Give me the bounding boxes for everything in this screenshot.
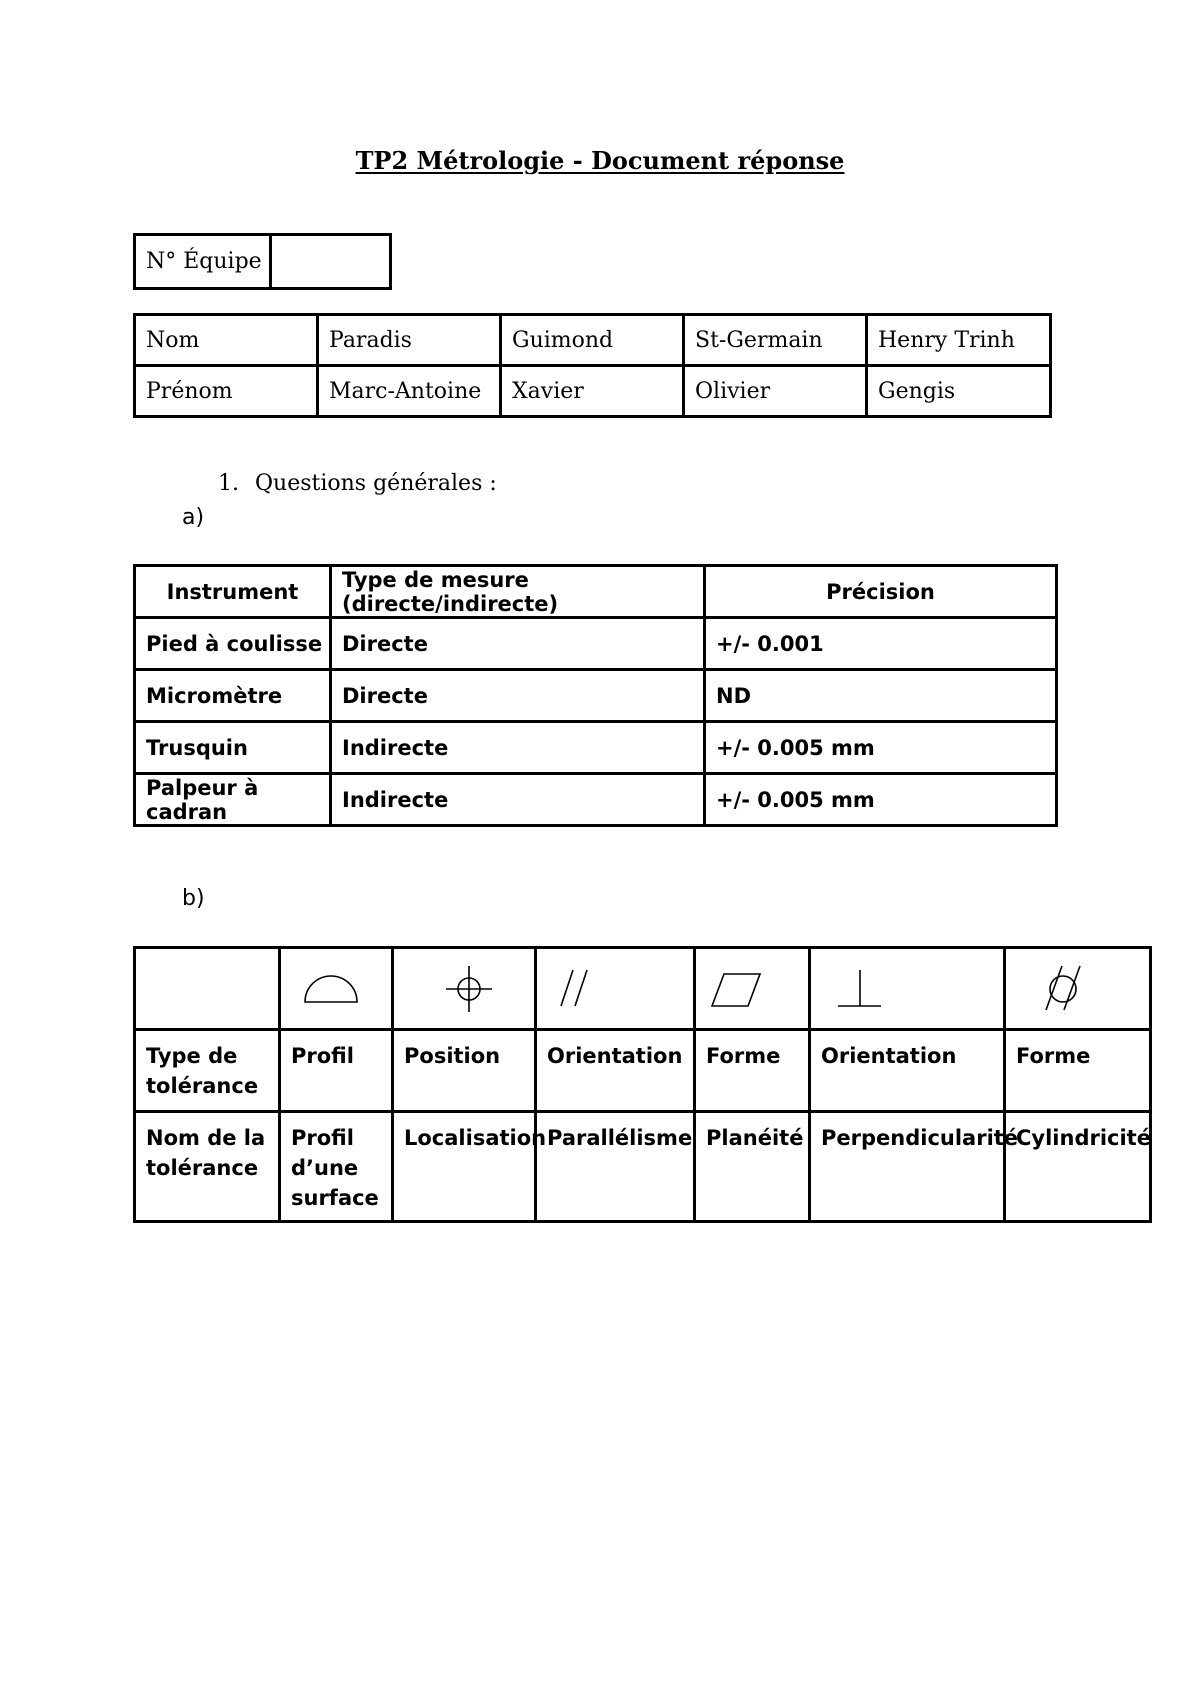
last-name-cell: St-Germain [684,315,867,366]
section-heading [218,471,497,496]
students-table [133,313,1052,418]
measure-type-cell: Directe [331,670,705,722]
instrument-cell: Micromètre [135,670,331,722]
tolerance-type-label: Type de tolérance [135,1030,280,1112]
table-row [135,618,1057,670]
precision-cell: +/- 0.001 [705,618,1057,670]
tolerance-type-cell: Orientation [810,1030,1005,1112]
instruments-table [133,564,1058,827]
tolerance-type-cell: Position [393,1030,536,1112]
tolerance-type-cell: Profil [280,1030,393,1112]
profile-of-surface-icon [291,964,361,1014]
column-header: Instrument [135,566,331,618]
tolerance-name-cell: Localisation [393,1112,536,1222]
symbol-cell [536,948,695,1030]
symbol-cell [1005,948,1151,1030]
team-table [133,233,392,290]
team-label: N° Équipe [135,235,271,289]
table-row [135,722,1057,774]
measure-type-cell: Indirecte [331,774,705,826]
cylindricity-icon [1016,964,1086,1014]
first-name-cell: Olivier [684,366,867,417]
column-header: Précision [705,566,1057,618]
part-b-label: b) [182,886,205,911]
last-name-label: Nom [135,315,318,366]
measure-type-cell: Indirecte [331,722,705,774]
first-name-cell: Xavier [501,366,684,417]
tolerance-name-cell: Planéité [695,1112,810,1222]
last-name-cell: Guimond [501,315,684,366]
empty-cell [135,948,280,1030]
tolerance-type-cell: Forme [1005,1030,1151,1112]
tolerance-type-cell: Orientation [536,1030,695,1112]
position-icon [404,964,494,1014]
precision-cell: +/- 0.005 mm [705,722,1057,774]
last-name-row [135,315,1051,366]
symbol-cell [393,948,536,1030]
precision-cell: ND [705,670,1057,722]
symbol-cell [810,948,1005,1030]
instrument-cell: Pied à coulisse [135,618,331,670]
flatness-icon [706,964,766,1014]
table-row [135,670,1057,722]
precision-cell: +/- 0.005 mm [705,774,1057,826]
tolerance-table [133,946,1152,1223]
measure-type-cell: Directe [331,618,705,670]
last-name-cell: Henry Trinh [867,315,1051,366]
section-title: Questions générales : [255,471,497,496]
part-a-label: a) [182,505,205,530]
first-name-cell: Gengis [867,366,1051,417]
first-name-row [135,366,1051,417]
symbol-row [135,948,1151,1030]
last-name-cell: Paradis [318,315,501,366]
first-name-label: Prénom [135,366,318,417]
tolerance-name-cell: Cylindricité [1005,1112,1151,1222]
table-header-row [135,566,1057,618]
team-number-field[interactable] [271,235,391,289]
instrument-cell: Palpeur à cadran [135,774,331,826]
tolerance-name-cell: Perpendicularité [810,1112,1005,1222]
tolerance-name-label: Nom de la tolérance [135,1112,280,1222]
symbol-cell [695,948,810,1030]
tolerance-type-row [135,1030,1151,1112]
instrument-cell: Trusquin [135,722,331,774]
tolerance-name-cell: Profil d’une surface [280,1112,393,1222]
tolerance-name-row [135,1112,1151,1222]
tolerance-name-cell: Parallélisme [536,1112,695,1222]
perpendicularity-icon [821,964,891,1014]
page-title: TP2 Métrologie - Document réponse [355,146,845,175]
column-header: Type de mesure (directe/indirecte) [331,566,705,618]
first-name-cell: Marc-Antoine [318,366,501,417]
symbol-cell [280,948,393,1030]
table-row [135,774,1057,826]
parallelism-icon [547,964,607,1014]
section-number: 1. [218,471,239,496]
tolerance-type-cell: Forme [695,1030,810,1112]
